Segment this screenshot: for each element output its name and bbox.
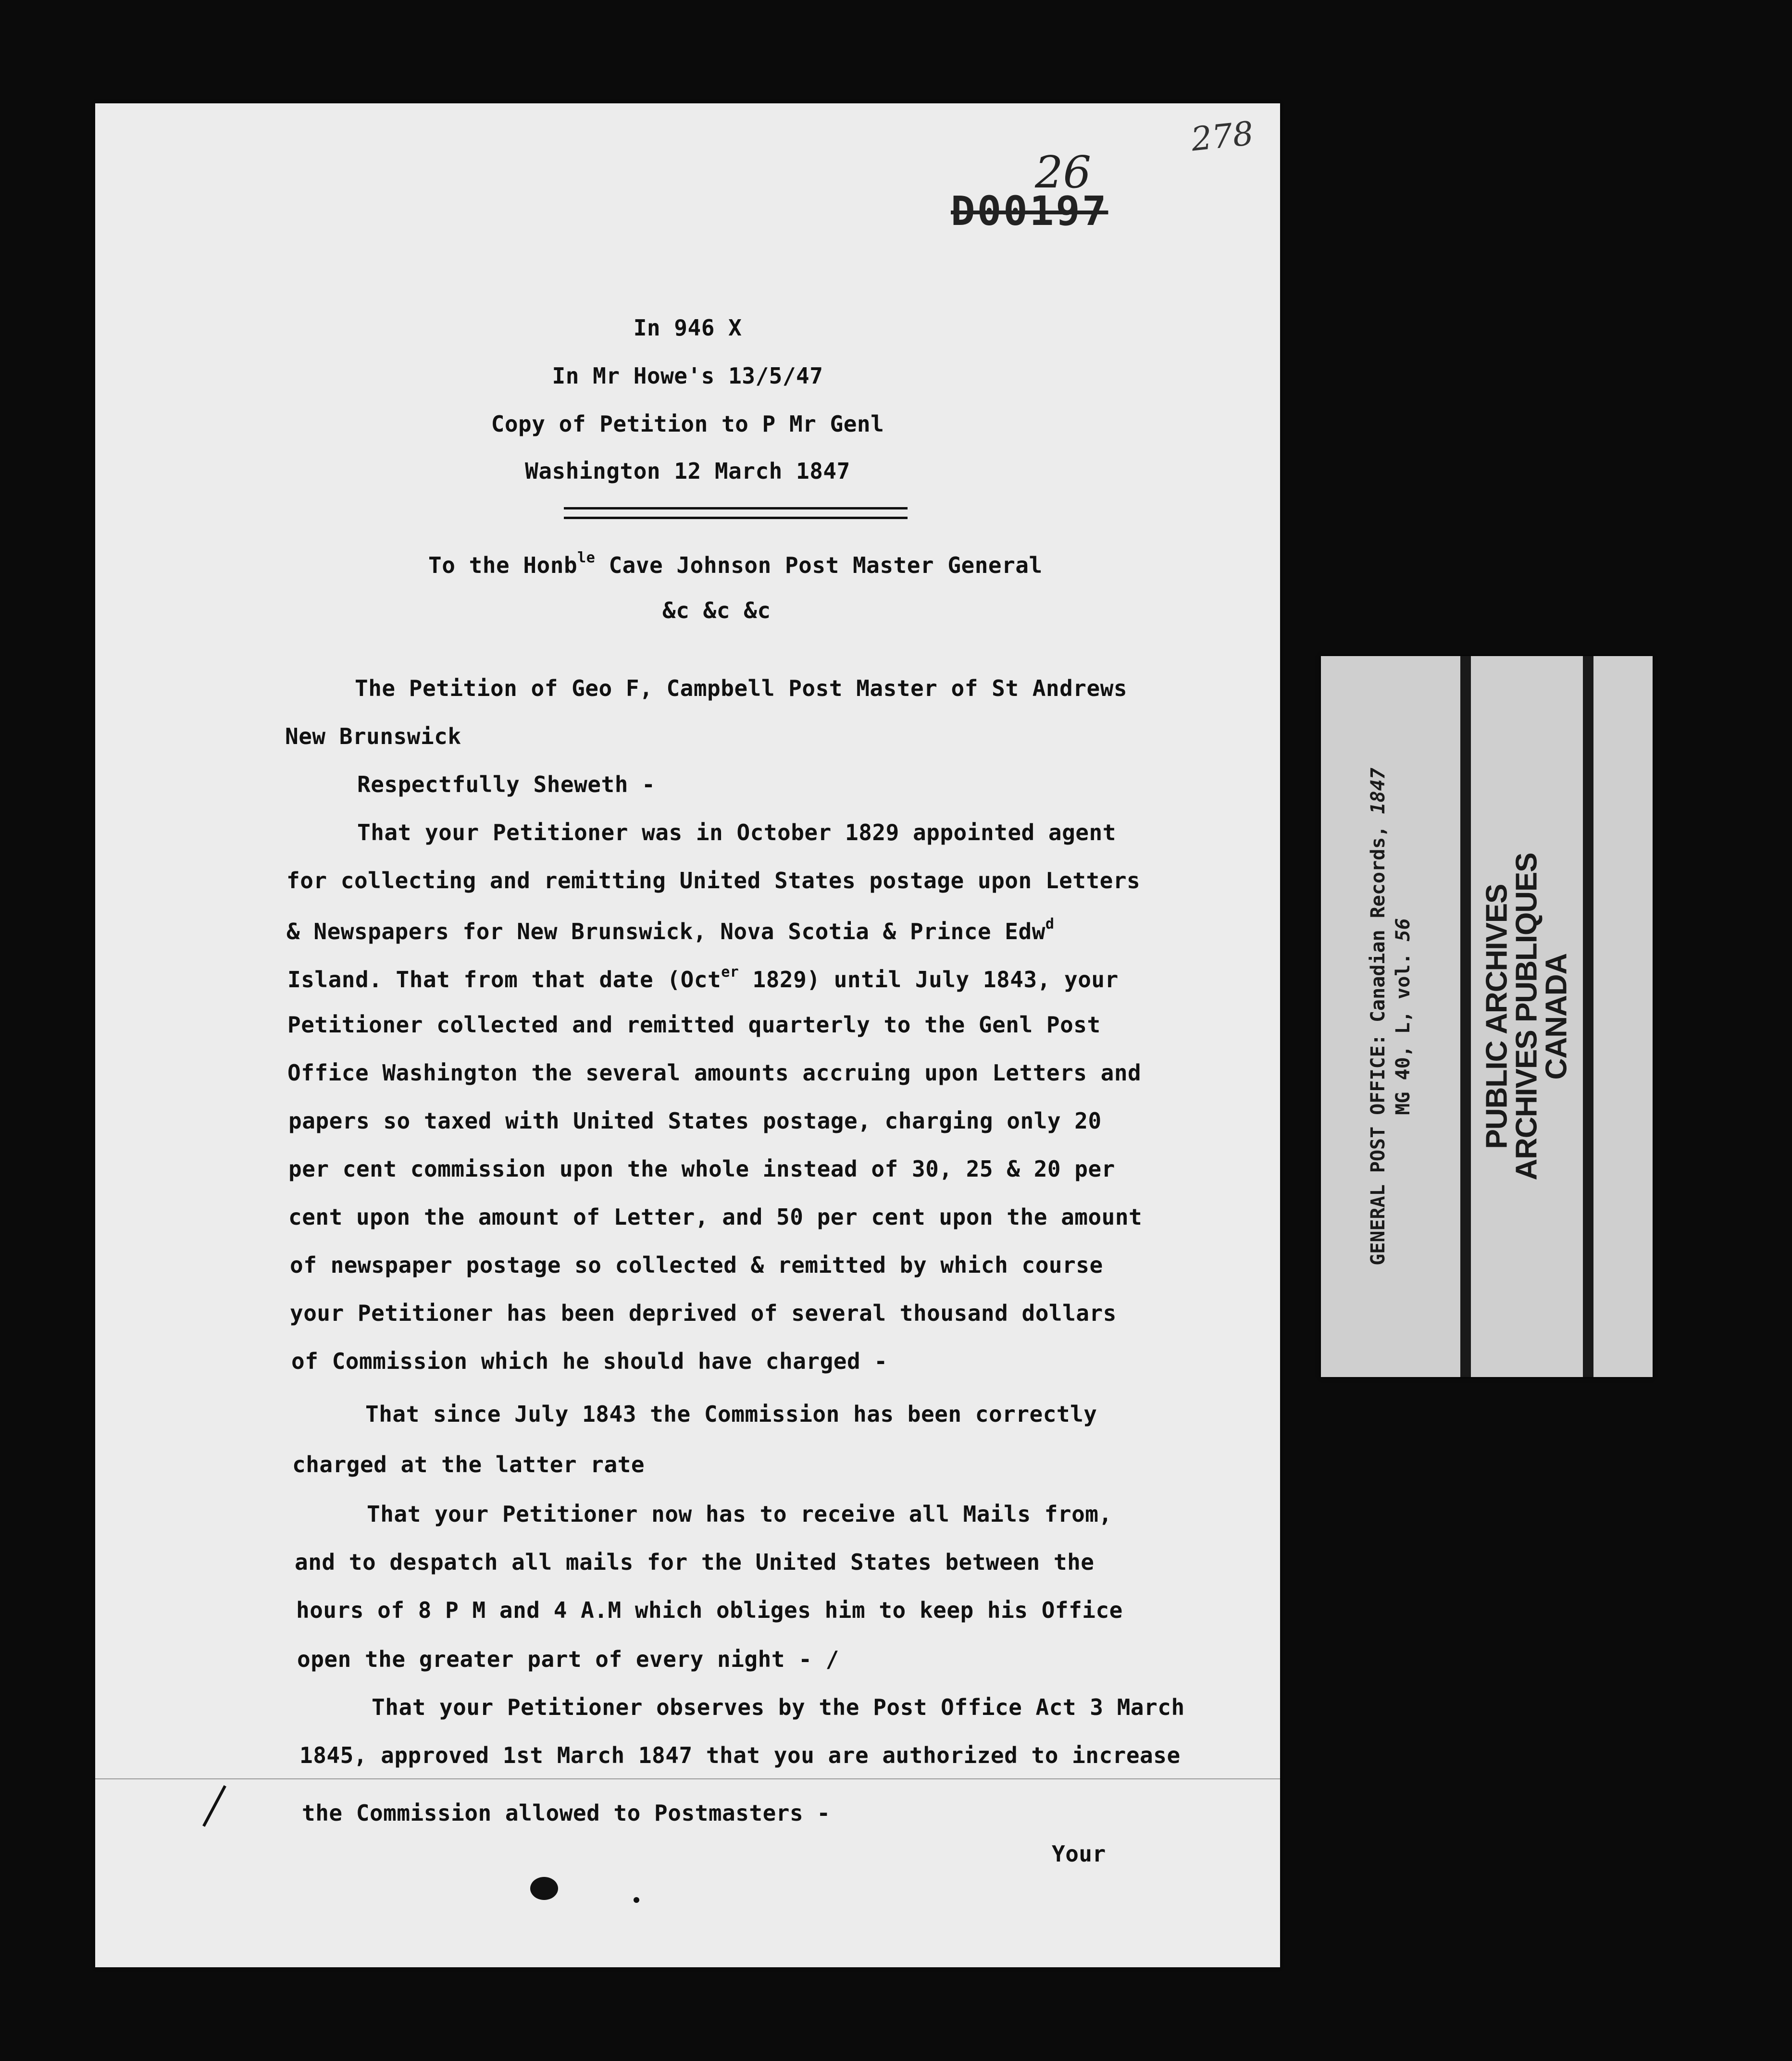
archives-label-column (1471, 656, 1583, 1377)
body-line-1: The Petition of Geo F, Campbell Post Master of St Andrews (355, 675, 1128, 701)
document-title: Copy of Petition to P Mr Genl (491, 411, 884, 437)
gpo-line-2: MG 40, L, vol. 56 (1392, 918, 1414, 1115)
document-page (95, 103, 1280, 1967)
body-line-15: of Commission which he should have charged - (291, 1348, 888, 1374)
struck-stamp-number: D00197 (951, 187, 1108, 235)
handwritten-number: 26 (1035, 147, 1092, 198)
label-divider-right (1583, 656, 1593, 1377)
body-line-20: hours of 8 P M and 4 A.M which obliges him to keep his Office (296, 1597, 1123, 1623)
body-line-9: Office Washington the several amounts accruing upon Letters and (287, 1060, 1142, 1086)
body-line-8: Petitioner collected and remitted quarterly to the Genl Post (287, 1012, 1101, 1038)
gpo-label-column (1321, 656, 1460, 1377)
pencil-mark (202, 1785, 226, 1827)
body-line-10: papers so taxed with United States postage, charging only 20 (288, 1108, 1102, 1134)
body-line-21: open the greater part of every night - / (297, 1646, 839, 1672)
body-line-17: charged at the latter rate (292, 1452, 645, 1477)
folio-number: 278 (1189, 114, 1256, 159)
body-line-11: per cent commission upon the whole instead of 30, 25 & 20 per (288, 1156, 1115, 1182)
gpo-record-text (1366, 768, 1416, 1266)
body-line-12: cent upon the amount of Letter, and 50 per cent upon the amount (288, 1204, 1143, 1230)
body-line-18: That your Petitioner now has to receive all Mails from, (367, 1501, 1112, 1527)
bleed-through-text (278, 286, 1191, 719)
enclosure-line: In Mr Howe's 13/5/47 (552, 363, 823, 389)
body-line-5: for collecting and remitting United States postage upon Letters (286, 868, 1141, 894)
catchword: Your (1052, 1841, 1106, 1867)
reference-line: In 946 X (633, 315, 742, 341)
addressee-line: To the Honb$^{le}$ Cave Johnson Post Master General (428, 549, 1043, 578)
double-rule-bottom (564, 517, 908, 519)
body-line-22: That your Petitioner observes by the Post Office Act 3 March (372, 1694, 1185, 1720)
archive-label (1321, 656, 1653, 1377)
public-archives-text: PUBLIC ARCHIVES ARCHIVES PUBLIQUES CANADA (1480, 853, 1573, 1180)
body-line-24: the Commission allowed to Postmasters - (302, 1800, 831, 1826)
body-line-23: 1845, approved 1st March 1847 that you are authorized to increase (299, 1742, 1181, 1768)
body-line-3: Respectfully Sheweth - (357, 771, 656, 797)
ink-dot (634, 1897, 639, 1903)
ink-blot (530, 1877, 558, 1900)
double-rule-top (564, 507, 908, 509)
page-fold-line (95, 1778, 1280, 1779)
body-line-14: your Petitioner has been deprived of several thousand dollars (290, 1300, 1117, 1326)
body-line-19: and to despatch all mails for the United States between the (295, 1549, 1095, 1575)
gpo-line-1: GENERAL POST OFFICE: Canadian Records, 1847 (1367, 768, 1389, 1266)
body-line-6: & Newspapers for New Brunswick, Nova Scotia & Prince Edw$^d$ (286, 916, 1055, 944)
body-line-16: That since July 1843 the Commission has been correctly (365, 1401, 1097, 1427)
et-cetera-line: &c &c &c (662, 597, 771, 623)
body-line-7: Island. That from that date (Oct$^{er}$ 1829) until July 1843, your (287, 964, 1119, 993)
body-line-2: New Brunswick (285, 723, 461, 749)
place-date-line: Washington 12 March 1847 (525, 458, 850, 484)
body-line-4: That your Petitioner was in October 1829 appointed agent (357, 819, 1116, 845)
body-line-13: of newspaper postage so collected & remitted by which course (290, 1252, 1103, 1278)
label-divider-left (1460, 656, 1471, 1377)
